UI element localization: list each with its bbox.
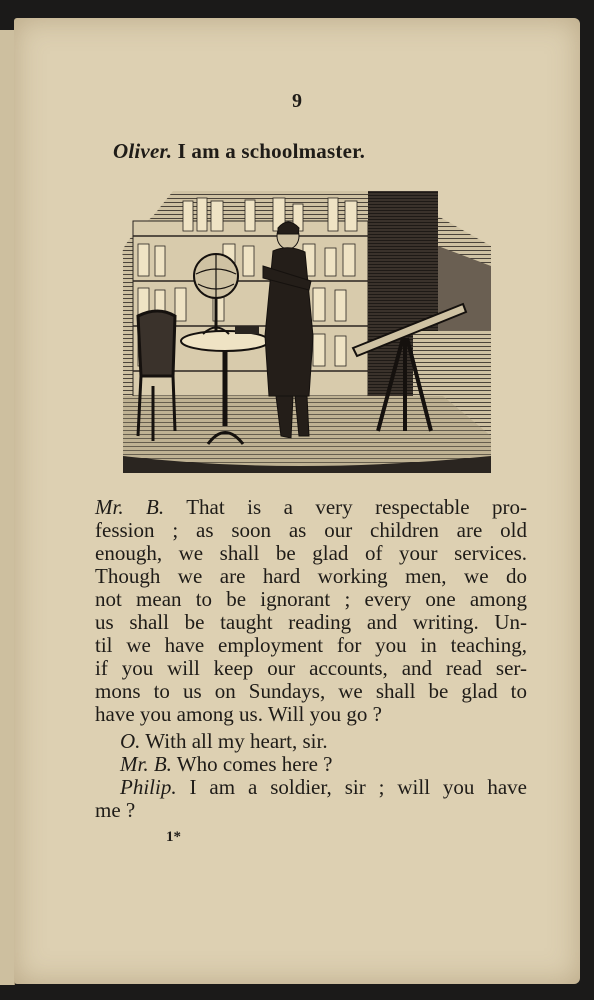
- paragraph-line: mons to us on Sundays, we shall be glad to: [95, 679, 527, 703]
- signature-mark: 1*: [166, 829, 181, 845]
- speaker-name: Oliver.: [113, 139, 173, 163]
- speaker-name: Philip.: [120, 775, 177, 799]
- speaker-name: Mr. B.: [95, 495, 165, 519]
- speech-text: That is a very respectable pro-: [164, 495, 528, 519]
- paragraph-line: til we have employment for you in teaching,: [95, 633, 527, 657]
- paragraph-line: if you will keep our accounts, and read ser-: [95, 656, 527, 680]
- heading-line: [113, 139, 365, 164]
- speaker-name: O.: [120, 729, 141, 753]
- speaker-name: Mr. B.: [120, 752, 172, 776]
- speech-text: I am a schoolmaster.: [172, 139, 366, 163]
- paragraph-line: enough, we shall be glad of your services.: [95, 541, 527, 565]
- paragraph-line: not mean to be ignorant ; every one among: [95, 587, 527, 611]
- paragraph-line: have you among us. Will you go ?: [95, 702, 382, 726]
- paragraph-line: us shall be taught reading and writing. Un-: [95, 610, 527, 634]
- dialogue-line: [120, 753, 552, 776]
- schoolmaster-engraving: [113, 186, 491, 473]
- dialogue-line: me ?: [95, 798, 136, 822]
- speech-text: With all my heart, sir.: [140, 729, 328, 753]
- paragraph-line: Though we are hard working men, we do: [95, 564, 527, 588]
- paragraph-line: [95, 496, 527, 519]
- speech-text: I am a soldier, sir ; will you have: [176, 775, 527, 799]
- dialogue-line: [120, 730, 552, 753]
- facing-page-edge: [0, 30, 15, 985]
- dialogue-line: [120, 776, 527, 799]
- speech-text: Who comes here ?: [171, 752, 333, 776]
- paragraph-line: fession ; as soon as our children are old: [95, 518, 527, 542]
- page-number: 9: [292, 90, 302, 112]
